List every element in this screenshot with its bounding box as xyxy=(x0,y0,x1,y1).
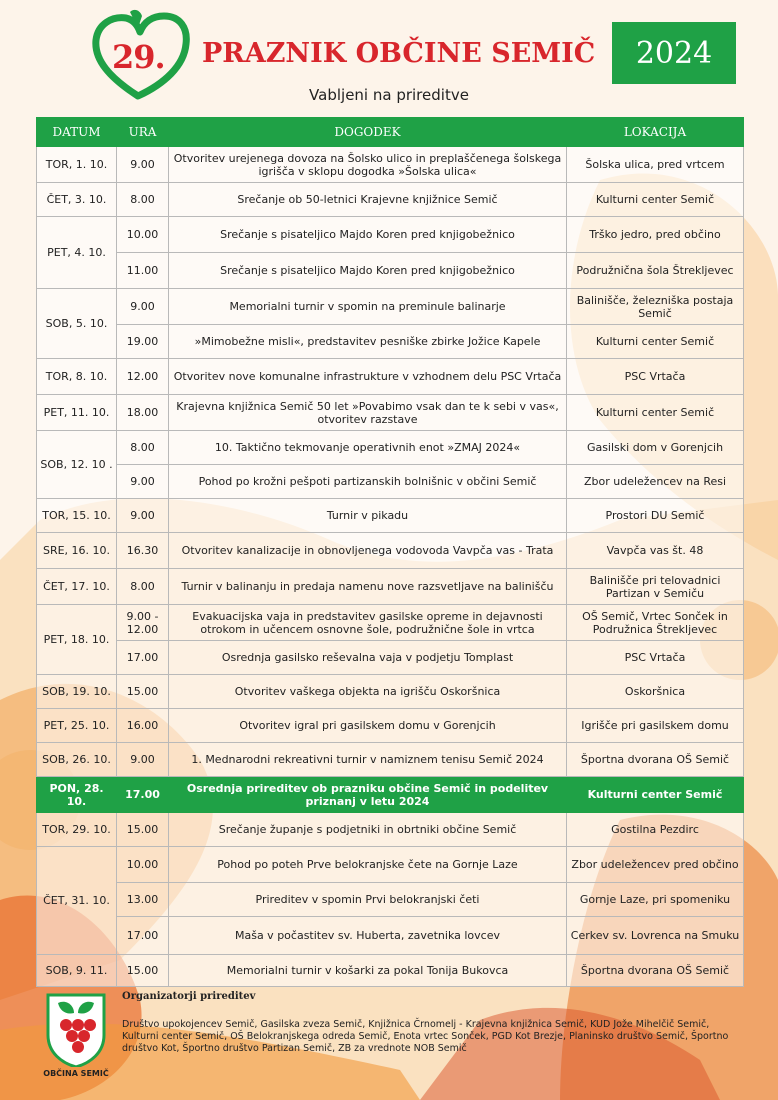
logo-label: OBČINA SEMIČ xyxy=(43,1069,109,1078)
event-cell: Srečanje županje s podjetniki in obrtniki občine Semič xyxy=(169,813,567,847)
time-cell: 8.00 xyxy=(117,569,169,605)
event-cell: 1. Mednarodni rekreativni turnir v namiznem tenisu Semič 2024 xyxy=(169,743,567,777)
time-cell: 15.00 xyxy=(117,955,169,987)
location-cell: Cerkev sv. Lovrenca na Smuku xyxy=(567,917,744,955)
location-cell: Zbor udeležencev pred občino xyxy=(567,847,744,883)
table-row xyxy=(37,709,744,743)
date-cell: ČET, 31. 10. xyxy=(37,847,117,955)
table-row xyxy=(37,641,744,675)
date-cell: SOB, 26. 10. xyxy=(37,743,117,777)
table-row xyxy=(37,431,744,465)
time-cell: 10.00 xyxy=(117,217,169,253)
date-cell: TOR, 8. 10. xyxy=(37,359,117,395)
location-cell: Gornje Laze, pri spomeniku xyxy=(567,883,744,917)
location-cell: Kulturni center Semič xyxy=(567,325,744,359)
time-cell: 18.00 xyxy=(117,395,169,431)
time-cell: 9.00 xyxy=(117,289,169,325)
event-cell: Osrednja prireditev ob prazniku občine Semič in podelitev priznanj v letu 2024 xyxy=(169,777,567,813)
time-cell: 9.00 xyxy=(117,743,169,777)
time-cell: 10.00 xyxy=(117,847,169,883)
location-cell: Gasilski dom v Gorenjcih xyxy=(567,431,744,465)
time-cell: 11.00 xyxy=(117,253,169,289)
event-cell: Otvoritev igral pri gasilskem domu v Gorenjcih xyxy=(169,709,567,743)
location-cell: Vavpča vas št. 48 xyxy=(567,533,744,569)
time-cell: 13.00 xyxy=(117,883,169,917)
event-cell: Otvoritev vaškega objekta na igrišču Oskoršnica xyxy=(169,675,567,709)
page-title: PRAZNIK OBČINE SEMIČ xyxy=(202,38,596,69)
event-cell: Pohod po poteh Prve belokranjske čete na Gornje Laze xyxy=(169,847,567,883)
table-row xyxy=(37,917,744,955)
subtitle: Vabljeni na prireditve xyxy=(309,86,469,104)
table-row xyxy=(37,675,744,709)
event-cell: Otvoritev urejenega dovoza na Šolsko ulico in preplaščenega šolskega igrišča v sklopu dogodka »Šolska ulica« xyxy=(169,147,567,183)
location-cell: Kulturni center Semič xyxy=(567,777,744,813)
table-header xyxy=(37,118,744,147)
table-row xyxy=(37,325,744,359)
time-cell: 12.00 xyxy=(117,359,169,395)
location-cell: PSC Vrtača xyxy=(567,359,744,395)
date-cell: PET, 18. 10. xyxy=(37,605,117,675)
table-row xyxy=(37,569,744,605)
time-cell: 15.00 xyxy=(117,675,169,709)
location-cell: Trško jedro, pred občino xyxy=(567,217,744,253)
column-header-time: URA xyxy=(117,118,169,147)
event-cell: Prireditev v spomin Prvi belokranjski četi xyxy=(169,883,567,917)
table-row xyxy=(37,289,744,325)
column-header-date: DATUM xyxy=(37,118,117,147)
column-header-location: LOKACIJA xyxy=(567,118,744,147)
time-cell: 16.30 xyxy=(117,533,169,569)
event-cell: Srečanje s pisateljico Majdo Koren pred knjigobežnico xyxy=(169,217,567,253)
event-cell: Srečanje s pisateljico Majdo Koren pred knjigobežnico xyxy=(169,253,567,289)
event-cell: Krajevna knjižnica Semič 50 let »Povabimo vsak dan te k sebi v vas«, otvoritev razstave xyxy=(169,395,567,431)
time-cell: 8.00 xyxy=(117,183,169,217)
time-cell: 17.00 xyxy=(117,777,169,813)
date-cell: ČET, 3. 10. xyxy=(37,183,117,217)
event-cell: »Mimobežne misli«, predstavitev pesniške zbirke Jožice Kapele xyxy=(169,325,567,359)
year-badge: 2024 xyxy=(612,22,736,84)
time-cell: 9.00 - 12.00 xyxy=(117,605,169,641)
event-cell: Otvoritev nove komunalne infrastrukture v vzhodnem delu PSC Vrtača xyxy=(169,359,567,395)
table-row xyxy=(37,147,744,183)
event-cell: Pohod po krožni pešpoti partizanskih bolnišnic v občini Semič xyxy=(169,465,567,499)
date-cell: SOB, 12. 10 . xyxy=(37,431,117,499)
time-cell: 9.00 xyxy=(117,147,169,183)
event-cell: Memorialni turnir v spomin na preminule balinarje xyxy=(169,289,567,325)
time-cell: 15.00 xyxy=(117,813,169,847)
time-cell: 17.00 xyxy=(117,641,169,675)
location-cell: Športna dvorana OŠ Semič xyxy=(567,743,744,777)
location-cell: Prostori DU Semič xyxy=(567,499,744,533)
event-cell: Osrednja gasilsko reševalna vaja v podjetju Tomplast xyxy=(169,641,567,675)
organizers-list: Društvo upokojencev Semič, Gasilska zveza Semič, Knjižnica Črnomelj - Krajevna knjižnica Semič, KUD Jože Mihelčič Semič, Kulturni center Semič, OŠ Belokranjskega odreda Semič, Enota vrtec Sonček, PGD Kot Brezje, Planinsko društvo Semič, Športno društvo Kot, Športno društvo Partizan Semič, ZB za vrednote NOB Semič xyxy=(122,1019,729,1054)
location-cell: Športna dvorana OŠ Semič xyxy=(567,955,744,987)
location-cell: Kulturni center Semič xyxy=(567,183,744,217)
date-cell: PET, 25. 10. xyxy=(37,709,117,743)
table-row xyxy=(37,395,744,431)
event-cell: Evakuacijska vaja in predstavitev gasilske opreme in dejavnosti otrokom in učencem osnovne šole, podružnične šole in vrtca xyxy=(169,605,567,641)
time-cell: 9.00 xyxy=(117,465,169,499)
location-cell: OŠ Semič, Vrtec Sonček in Podružnica Štrekljevec xyxy=(567,605,744,641)
time-cell: 16.00 xyxy=(117,709,169,743)
event-cell: 10. Taktično tekmovanje operativnih enot »ZMAJ 2024« xyxy=(169,431,567,465)
municipality-coat-of-arms-icon xyxy=(44,991,108,1067)
table-row xyxy=(37,605,744,641)
table-row xyxy=(37,847,744,883)
location-cell: Balinišče, železniška postaja Semič xyxy=(567,289,744,325)
time-cell: 9.00 xyxy=(117,499,169,533)
date-cell: SOB, 9. 11. xyxy=(37,955,117,987)
table-row xyxy=(37,183,744,217)
event-cell: Srečanje ob 50-letnici Krajevne knjižnice Semič xyxy=(169,183,567,217)
location-cell: Balinišče pri telovadnici Partizan v Semiču xyxy=(567,569,744,605)
table-row xyxy=(37,813,744,847)
date-cell: TOR, 29. 10. xyxy=(37,813,117,847)
date-cell: ČET, 17. 10. xyxy=(37,569,117,605)
event-cell: Turnir v balinanju in predaja namenu nove razsvetljave na balinišču xyxy=(169,569,567,605)
table-row xyxy=(37,955,744,987)
location-cell: Kulturni center Semič xyxy=(567,395,744,431)
events-table xyxy=(36,117,744,987)
organizers-section xyxy=(36,987,743,1087)
table-row xyxy=(37,883,744,917)
date-cell: SOB, 5. 10. xyxy=(37,289,117,359)
location-cell: Šolska ulica, pred vrtcem xyxy=(567,147,744,183)
date-cell: PON, 28. 10. xyxy=(37,777,117,813)
table-row-highlight xyxy=(37,777,744,813)
date-cell: TOR, 1. 10. xyxy=(37,147,117,183)
event-cell: Maša v počastitev sv. Huberta, zavetnika lovcev xyxy=(169,917,567,955)
location-cell: PSC Vrtača xyxy=(567,641,744,675)
location-cell: Gostilna Pezdirc xyxy=(567,813,744,847)
location-cell: Igrišče pri gasilskem domu xyxy=(567,709,744,743)
table-row xyxy=(37,499,744,533)
table-row xyxy=(37,253,744,289)
event-cell: Otvoritev kanalizacije in obnovljenega vodovoda Vavpča vas - Trata xyxy=(169,533,567,569)
time-cell: 19.00 xyxy=(117,325,169,359)
event-cell: Turnir v pikadu xyxy=(169,499,567,533)
table-row xyxy=(37,359,744,395)
table-row xyxy=(37,465,744,499)
date-cell: TOR, 15. 10. xyxy=(37,499,117,533)
date-cell: PET, 4. 10. xyxy=(37,217,117,289)
location-cell: Oskoršnica xyxy=(567,675,744,709)
table-row xyxy=(37,743,744,777)
date-cell: SRE, 16. 10. xyxy=(37,533,117,569)
location-cell: Zbor udeležencev na Resi xyxy=(567,465,744,499)
organizers-title: Organizatorji prireditev xyxy=(122,991,256,1002)
edition-number: 29. xyxy=(112,38,165,76)
event-cell: Memorialni turnir v košarki za pokal Tonija Bukovca xyxy=(169,955,567,987)
column-header-event: DOGODEK xyxy=(169,118,567,147)
table-row xyxy=(37,533,744,569)
table-row xyxy=(37,217,744,253)
time-cell: 17.00 xyxy=(117,917,169,955)
date-cell: SOB, 19. 10. xyxy=(37,675,117,709)
date-cell: PET, 11. 10. xyxy=(37,395,117,431)
time-cell: 8.00 xyxy=(117,431,169,465)
location-cell: Podružnična šola Štrekljevec xyxy=(567,253,744,289)
